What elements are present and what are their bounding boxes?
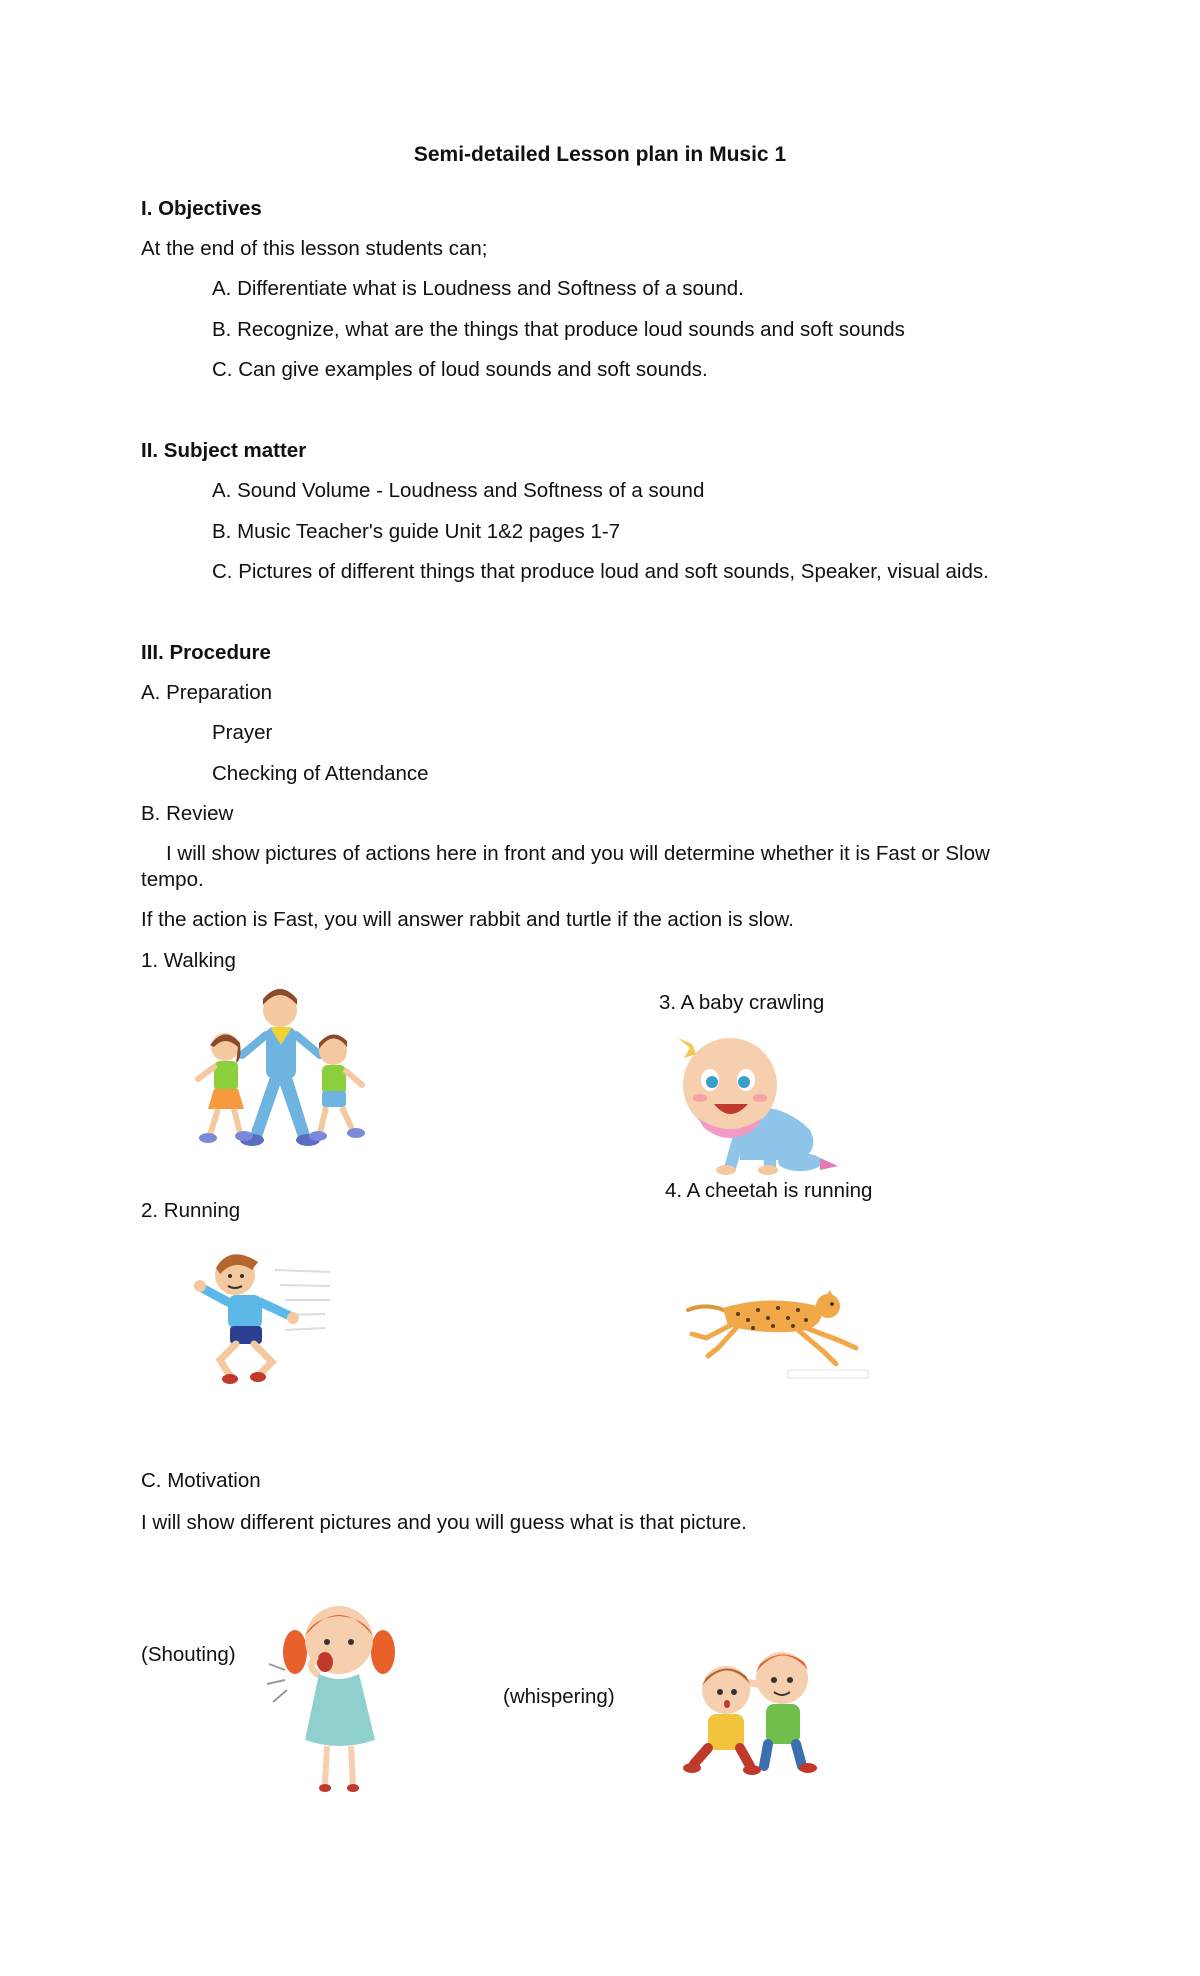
review-picture-label: 3. A baby crawling bbox=[659, 991, 825, 1014]
boys-whispering-picture bbox=[680, 1640, 835, 1780]
subject-matter-item: B. Music Teacher's guide Unit 1&2 pages 1-7 bbox=[212, 520, 621, 543]
subject-matter-heading: II. Subject matter bbox=[141, 439, 307, 462]
objectives-intro: At the end of this lesson students can; bbox=[141, 237, 488, 260]
page-title: Semi-detailed Lesson plan in Music 1 bbox=[413, 143, 787, 166]
motivation-instruction: I will show different pictures and you will guess what is that picture. bbox=[141, 1511, 747, 1534]
family-walking-picture bbox=[180, 985, 380, 1160]
review-label: B. Review bbox=[141, 802, 234, 825]
baby-crawling-picture bbox=[670, 1030, 845, 1175]
review-instruction: If the action is Fast, you will answer rabbit and turtle if the action is slow. bbox=[141, 908, 794, 931]
girl-shouting-picture bbox=[265, 1600, 415, 1800]
review-paragraph: I will show pictures of actions here in front and you will determine whether it is Fast or Slow tempo. bbox=[141, 842, 990, 891]
review-picture-label: 1. Walking bbox=[141, 949, 236, 972]
objectives-heading: I. Objectives bbox=[141, 197, 262, 220]
motivation-picture-label: (whispering) bbox=[503, 1685, 615, 1708]
objective-item: B. Recognize, what are the things that produce loud sounds and soft sounds bbox=[212, 318, 905, 341]
preparation-label: A. Preparation bbox=[141, 681, 273, 704]
review-picture-label: 4. A cheetah is running bbox=[665, 1179, 873, 1202]
objective-item: C. Can give examples of loud sounds and soft sounds. bbox=[212, 358, 708, 381]
motivation-picture-label: (Shouting) bbox=[141, 1643, 236, 1666]
preparation-item: Prayer bbox=[212, 721, 273, 744]
cheetah-running-picture bbox=[678, 1290, 873, 1380]
review-picture-label: 2. Running bbox=[141, 1199, 241, 1222]
subject-matter-item: C. Pictures of different things that produce loud and soft sounds, Speaker, visual aids. bbox=[212, 560, 989, 583]
preparation-item: Checking of Attendance bbox=[212, 762, 429, 785]
motivation-label: C. Motivation bbox=[141, 1469, 261, 1492]
boy-running-picture bbox=[180, 1240, 330, 1390]
procedure-heading: III. Procedure bbox=[141, 641, 271, 664]
subject-matter-item: A. Sound Volume - Loudness and Softness of a sound bbox=[212, 479, 705, 502]
objective-item: A. Differentiate what is Loudness and Softness of a sound. bbox=[212, 277, 744, 300]
